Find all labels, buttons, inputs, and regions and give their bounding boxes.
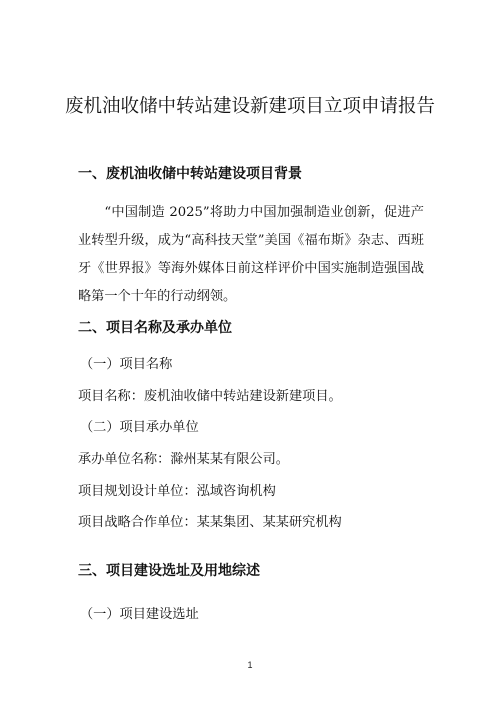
section-3-subheading-site: （一）项目建设选址 (80, 607, 199, 622)
section-2-subheading-organizer: （二）项目承办单位 (80, 420, 199, 435)
section-1-heading: 一、废机油收储中转站建设项目背景 (78, 166, 302, 182)
planning-unit-line: 项目规划设计单位：泓域咨询机构 (78, 484, 276, 499)
document-title: 废机油收储中转站建设新建项目立项申请报告 (64, 96, 435, 117)
section-1-paragraph: “中国制造 2025”将助力中国加强制造业创新，促进产业转型升级，成为“高科技天堂”美国《福布斯》杂志、西班牙《世界报》等海外媒体日前这样评价中国实施制造强国战略第一个十年的行动纲领。 (78, 205, 424, 304)
section-2-subheading-project-name: （一）项目名称 (80, 357, 173, 372)
partner-unit-line: 项目战略合作单位：某某集团、某某研究机构 (78, 515, 342, 530)
page-number: 1 (247, 660, 253, 670)
section-2-heading: 二、项目名称及承办单位 (78, 320, 232, 336)
organizer-line: 承办单位名称：滁州某某有限公司。 (78, 452, 289, 467)
project-name-line: 项目名称：废机油收储中转站建设新建项目。 (78, 389, 342, 404)
section-3-heading: 三、项目建设选址及用地综述 (78, 563, 260, 579)
